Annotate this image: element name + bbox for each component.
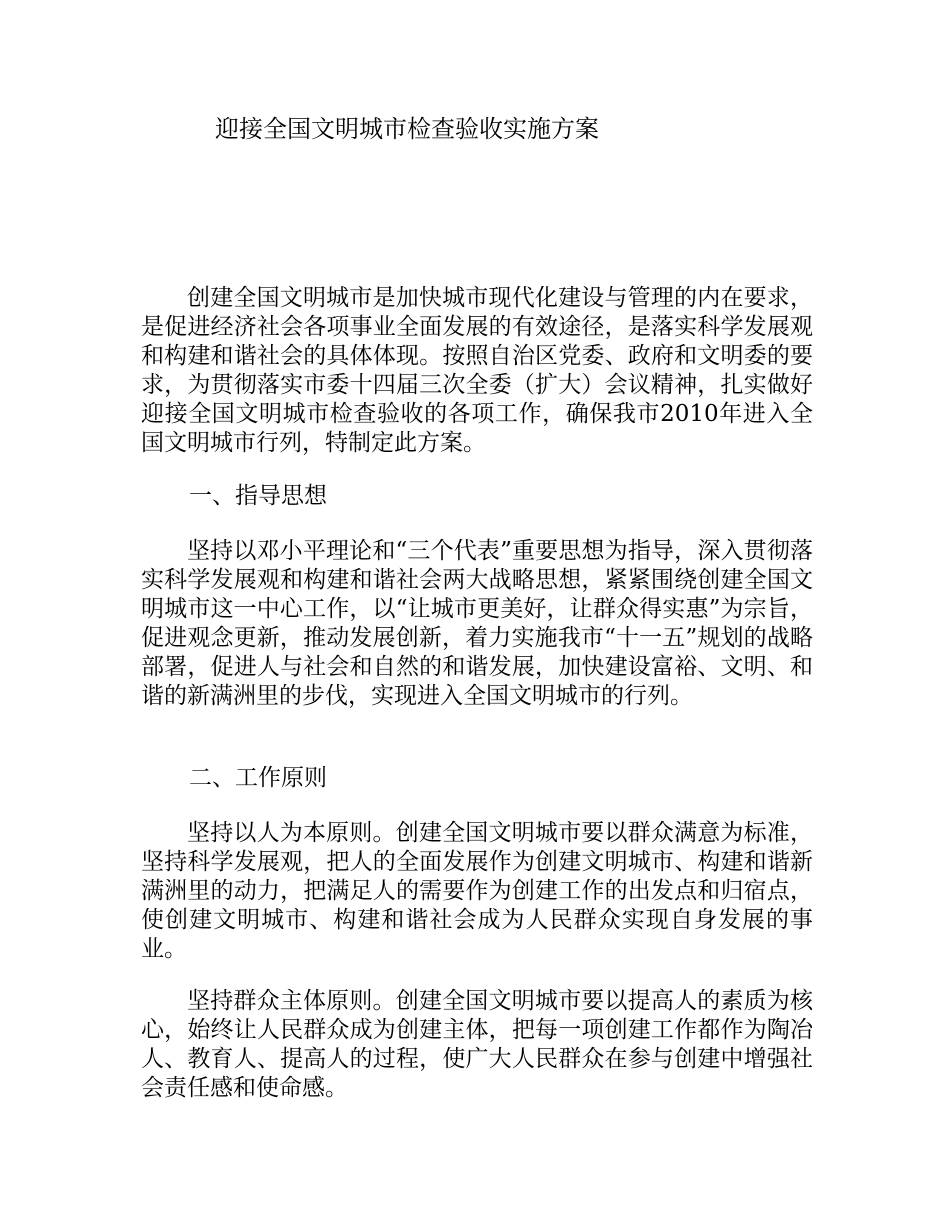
- intro-paragraph-block: [141, 284, 813, 458]
- section-2-paragraph-1: 坚持以人为本原则。创建全国文明城市要以群众满意为标准，坚持科学发展观，把人的全面发展作为创建文明城市、构建和谐新满洲里的动力，把满足人的需要作为创建工作的出发点和归宿点，使创建文明城市、构建和谐社会成为人民群众实现自身发展的事业。: [141, 820, 813, 962]
- section-1-body-block: [141, 537, 813, 711]
- section-heading-work-principles: 二、工作原则: [189, 765, 327, 791]
- document-title: 迎接全国文明城市检查验收实施方案: [215, 115, 599, 143]
- section-heading-guiding-ideology: 一、指导思想: [189, 483, 327, 509]
- section-1-heading-block: [141, 482, 813, 511]
- section-2-heading-block: [141, 764, 813, 793]
- section-2-para1-block: [141, 819, 813, 964]
- section-2-para2-block: [141, 987, 813, 1103]
- section-2-paragraph-2: 坚持群众主体原则。创建全国文明城市要以提高人的素质为核心，始终让人民群众成为创建主体，把每一项创建工作都作为陶冶人、教育人、提高人的过程，使广大人民群众在参与创建中增强社会责任感和使命感。: [141, 988, 813, 1101]
- section-1-paragraph: 坚持以邓小平理论和“三个代表”重要思想为指导，深入贯彻落实科学发展观和构建和谐社会两大战略思想，紧紧围绕创建全国文明城市这一中心工作，以“让城市更美好，让群众得实惠”为宗旨，促进观念更新，推动发展创新，着力实施我市“十一五”规划的战略部署，促进人与社会和自然的和谐发展，加快建设富裕、文明、和谐的新满洲里的步伐，实现进入全国文明城市的行列。: [141, 538, 813, 709]
- intro-paragraph: 创建全国文明城市是加快城市现代化建设与管理的内在要求，是促进经济社会各项事业全面发展的有效途径，是落实科学发展观和构建和谐社会的具体体现。按照自治区党委、政府和文明委的要求，为贯彻落实市委十四届三次全委（扩大）会议精神，扎实做好迎接全国文明城市检查验收的各项工作，确保我市2010年进入全国文明城市行列，特制定此方案。: [141, 285, 813, 456]
